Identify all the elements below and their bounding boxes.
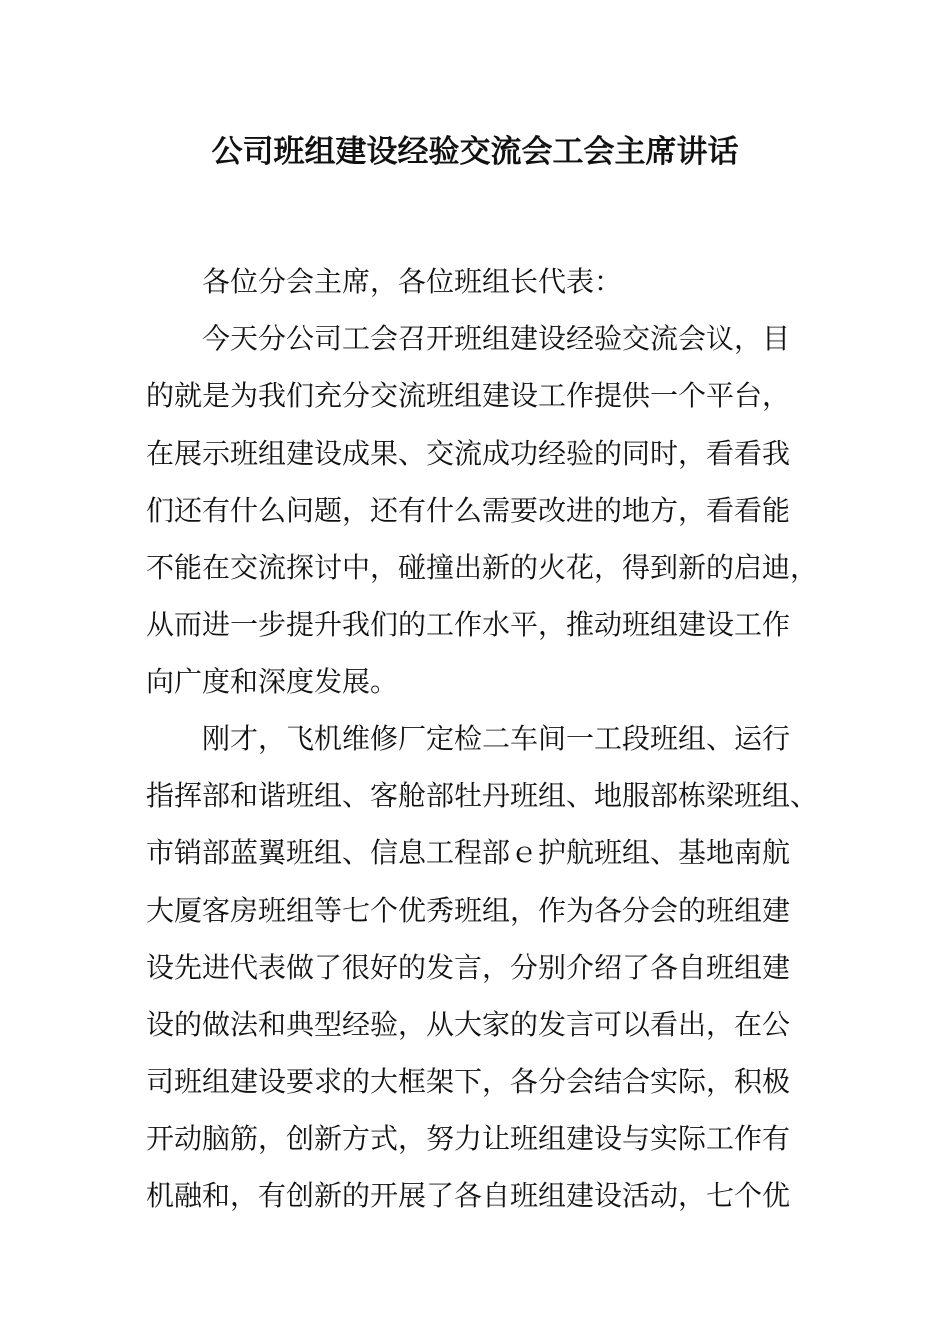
paragraph-1-line-4: 们还有什么问题，还有什么需要改进的地方，看看能 xyxy=(146,494,791,527)
paragraph-2-line-3: 市销部蓝翼班组、信息工程部ｅ护航班组、基地南航 xyxy=(146,836,791,869)
paragraph-1-line-7: 向广度和深度发展。 xyxy=(146,665,399,698)
paragraph-1-line-1: 今天分公司工会召开班组建设经验交流会议，目 xyxy=(202,322,791,355)
paragraph-2-line-1: 刚才，飞机维修厂定检二车间一工段班组、运行 xyxy=(202,722,791,755)
paragraph-1-line-5: 不能在交流探讨中，碰撞出新的火花，得到新的启迪， xyxy=(146,551,819,584)
document-title: 公司班组建设经验交流会工会主席讲话 xyxy=(211,134,739,170)
paragraph-2-line-2: 指挥部和谐班组、客舱部牡丹班组、地服部栋梁班组、 xyxy=(146,779,819,812)
paragraph-2-line-7: 司班组建设要求的大框架下，各分会结合实际，积极 xyxy=(146,1065,791,1098)
paragraph-1-line-6: 从而进一步提升我们的工作水平，推动班组建设工作 xyxy=(146,608,791,641)
paragraph-1-line-3: 在展示班组建设成果、交流成功经验的同时，看看我 xyxy=(146,437,791,470)
paragraph-2-line-8: 开动脑筋，创新方式，努力让班组建设与实际工作有 xyxy=(146,1122,791,1155)
paragraph-1-line-2: 的就是为我们充分交流班组建设工作提供一个平台， xyxy=(146,379,791,412)
paragraph-2-line-5: 设先进代表做了很好的发言，分别介绍了各自班组建 xyxy=(146,951,791,984)
paragraph-2-line-4: 大厦客房班组等七个优秀班组，作为各分会的班组建 xyxy=(146,894,791,927)
paragraph-2-line-9: 机融和，有创新的开展了各自班组建设活动，七个优 xyxy=(146,1179,791,1212)
paragraph-2-line-6: 设的做法和典型经验，从大家的发言可以看出，在公 xyxy=(146,1008,791,1041)
salutation-line: 各位分会主席，各位班组长代表： xyxy=(202,265,623,298)
